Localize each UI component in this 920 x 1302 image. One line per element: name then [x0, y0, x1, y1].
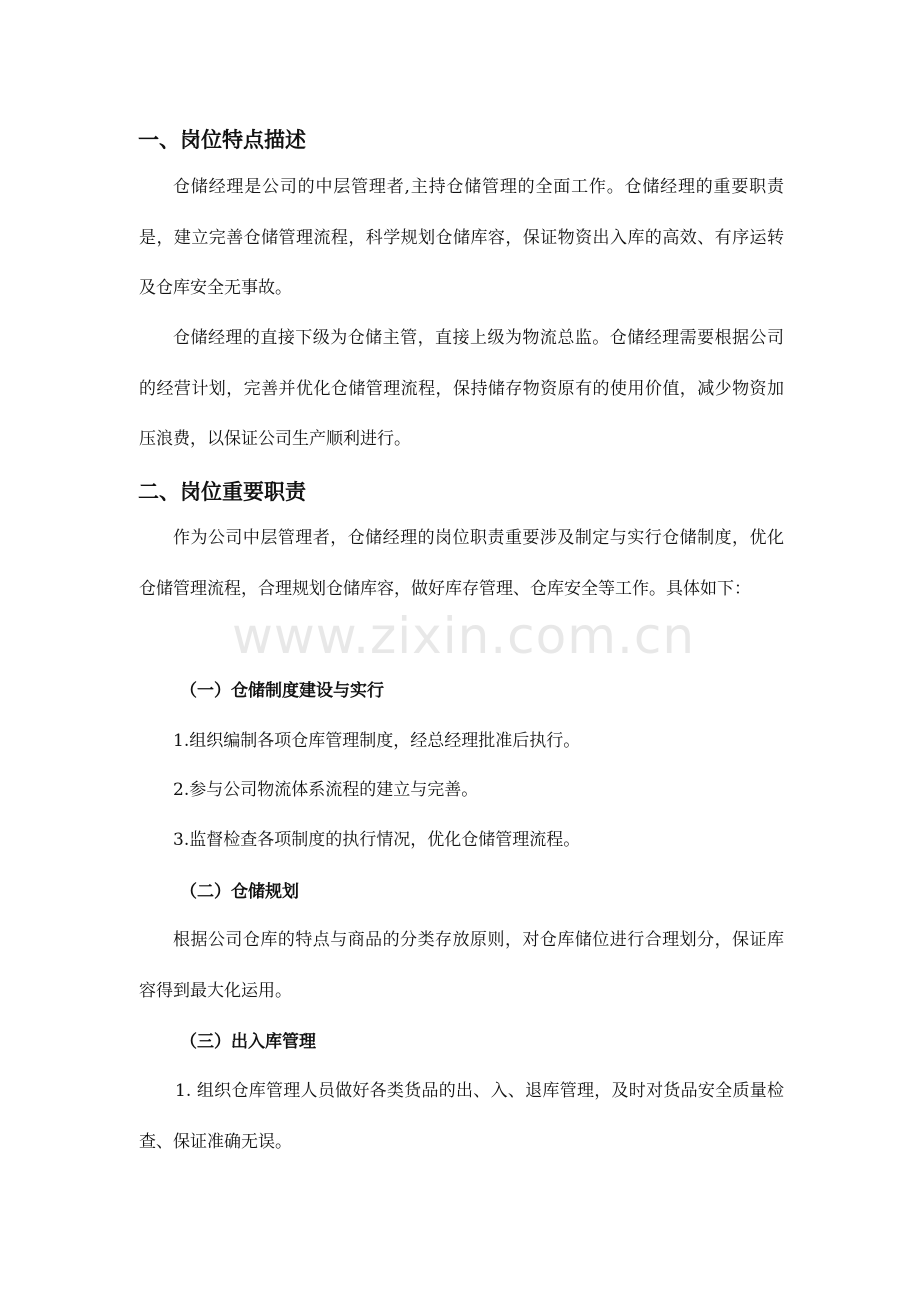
- section-heading-2: 二、岗位重要职责: [138, 480, 306, 504]
- section2-intro-paragraph: 作为公司中层管理者，仓储经理的岗位职责重要涉及制定与实行仓储制度，优化仓储管理流程，合理规划仓储库容，做好库存管理、仓库安全等工作。具体如下：: [139, 528, 784, 599]
- subsection2-paragraph: 根据公司仓库的特点与商品的分类存放原则，对仓库储位进行合理划分，保证库容得到最大化运用。: [139, 930, 784, 1001]
- list-item: 3.监督检查各项制度的执行情况，优化仓储管理流程。: [173, 830, 581, 850]
- watermark: www.zixin.com.cn: [232, 607, 696, 665]
- subsection-heading-3: （三）出入库管理: [180, 1032, 316, 1052]
- section1-paragraph-2: 仓储经理的直接下级为仓储主管，直接上级为物流总监。仓储经理需要根据公司的经营计划，完善并优化仓储管理流程，保持储存物资原有的使用价值，减少物资加压浪费，以保证公司生产顺利进行。: [139, 328, 784, 449]
- subsection3-paragraph: 1. 组织仓库管理人员做好各类货品的出、入、退库管理，及时对货品安全质量检查、保证准确无误。: [139, 1081, 784, 1152]
- list-item: 1.组织编制各项仓库管理制度，经总经理批准后执行。: [173, 731, 581, 751]
- list-item: 2.参与公司物流体系流程的建立与完善。: [173, 780, 479, 800]
- section-heading-1: 一、岗位特点描述: [138, 128, 306, 152]
- subsection-heading-1: （一）仓储制度建设与实行: [180, 681, 384, 701]
- subsection-heading-2: （二）仓储规划: [180, 882, 299, 902]
- section1-paragraph-1: 仓储经理是公司的中层管理者,主持仓储管理的全面工作。仓储经理的重要职责是，建立完善仓储管理流程，科学规划仓储库容，保证物资出入库的高效、有序运转及仓库安全无事故。: [139, 177, 784, 298]
